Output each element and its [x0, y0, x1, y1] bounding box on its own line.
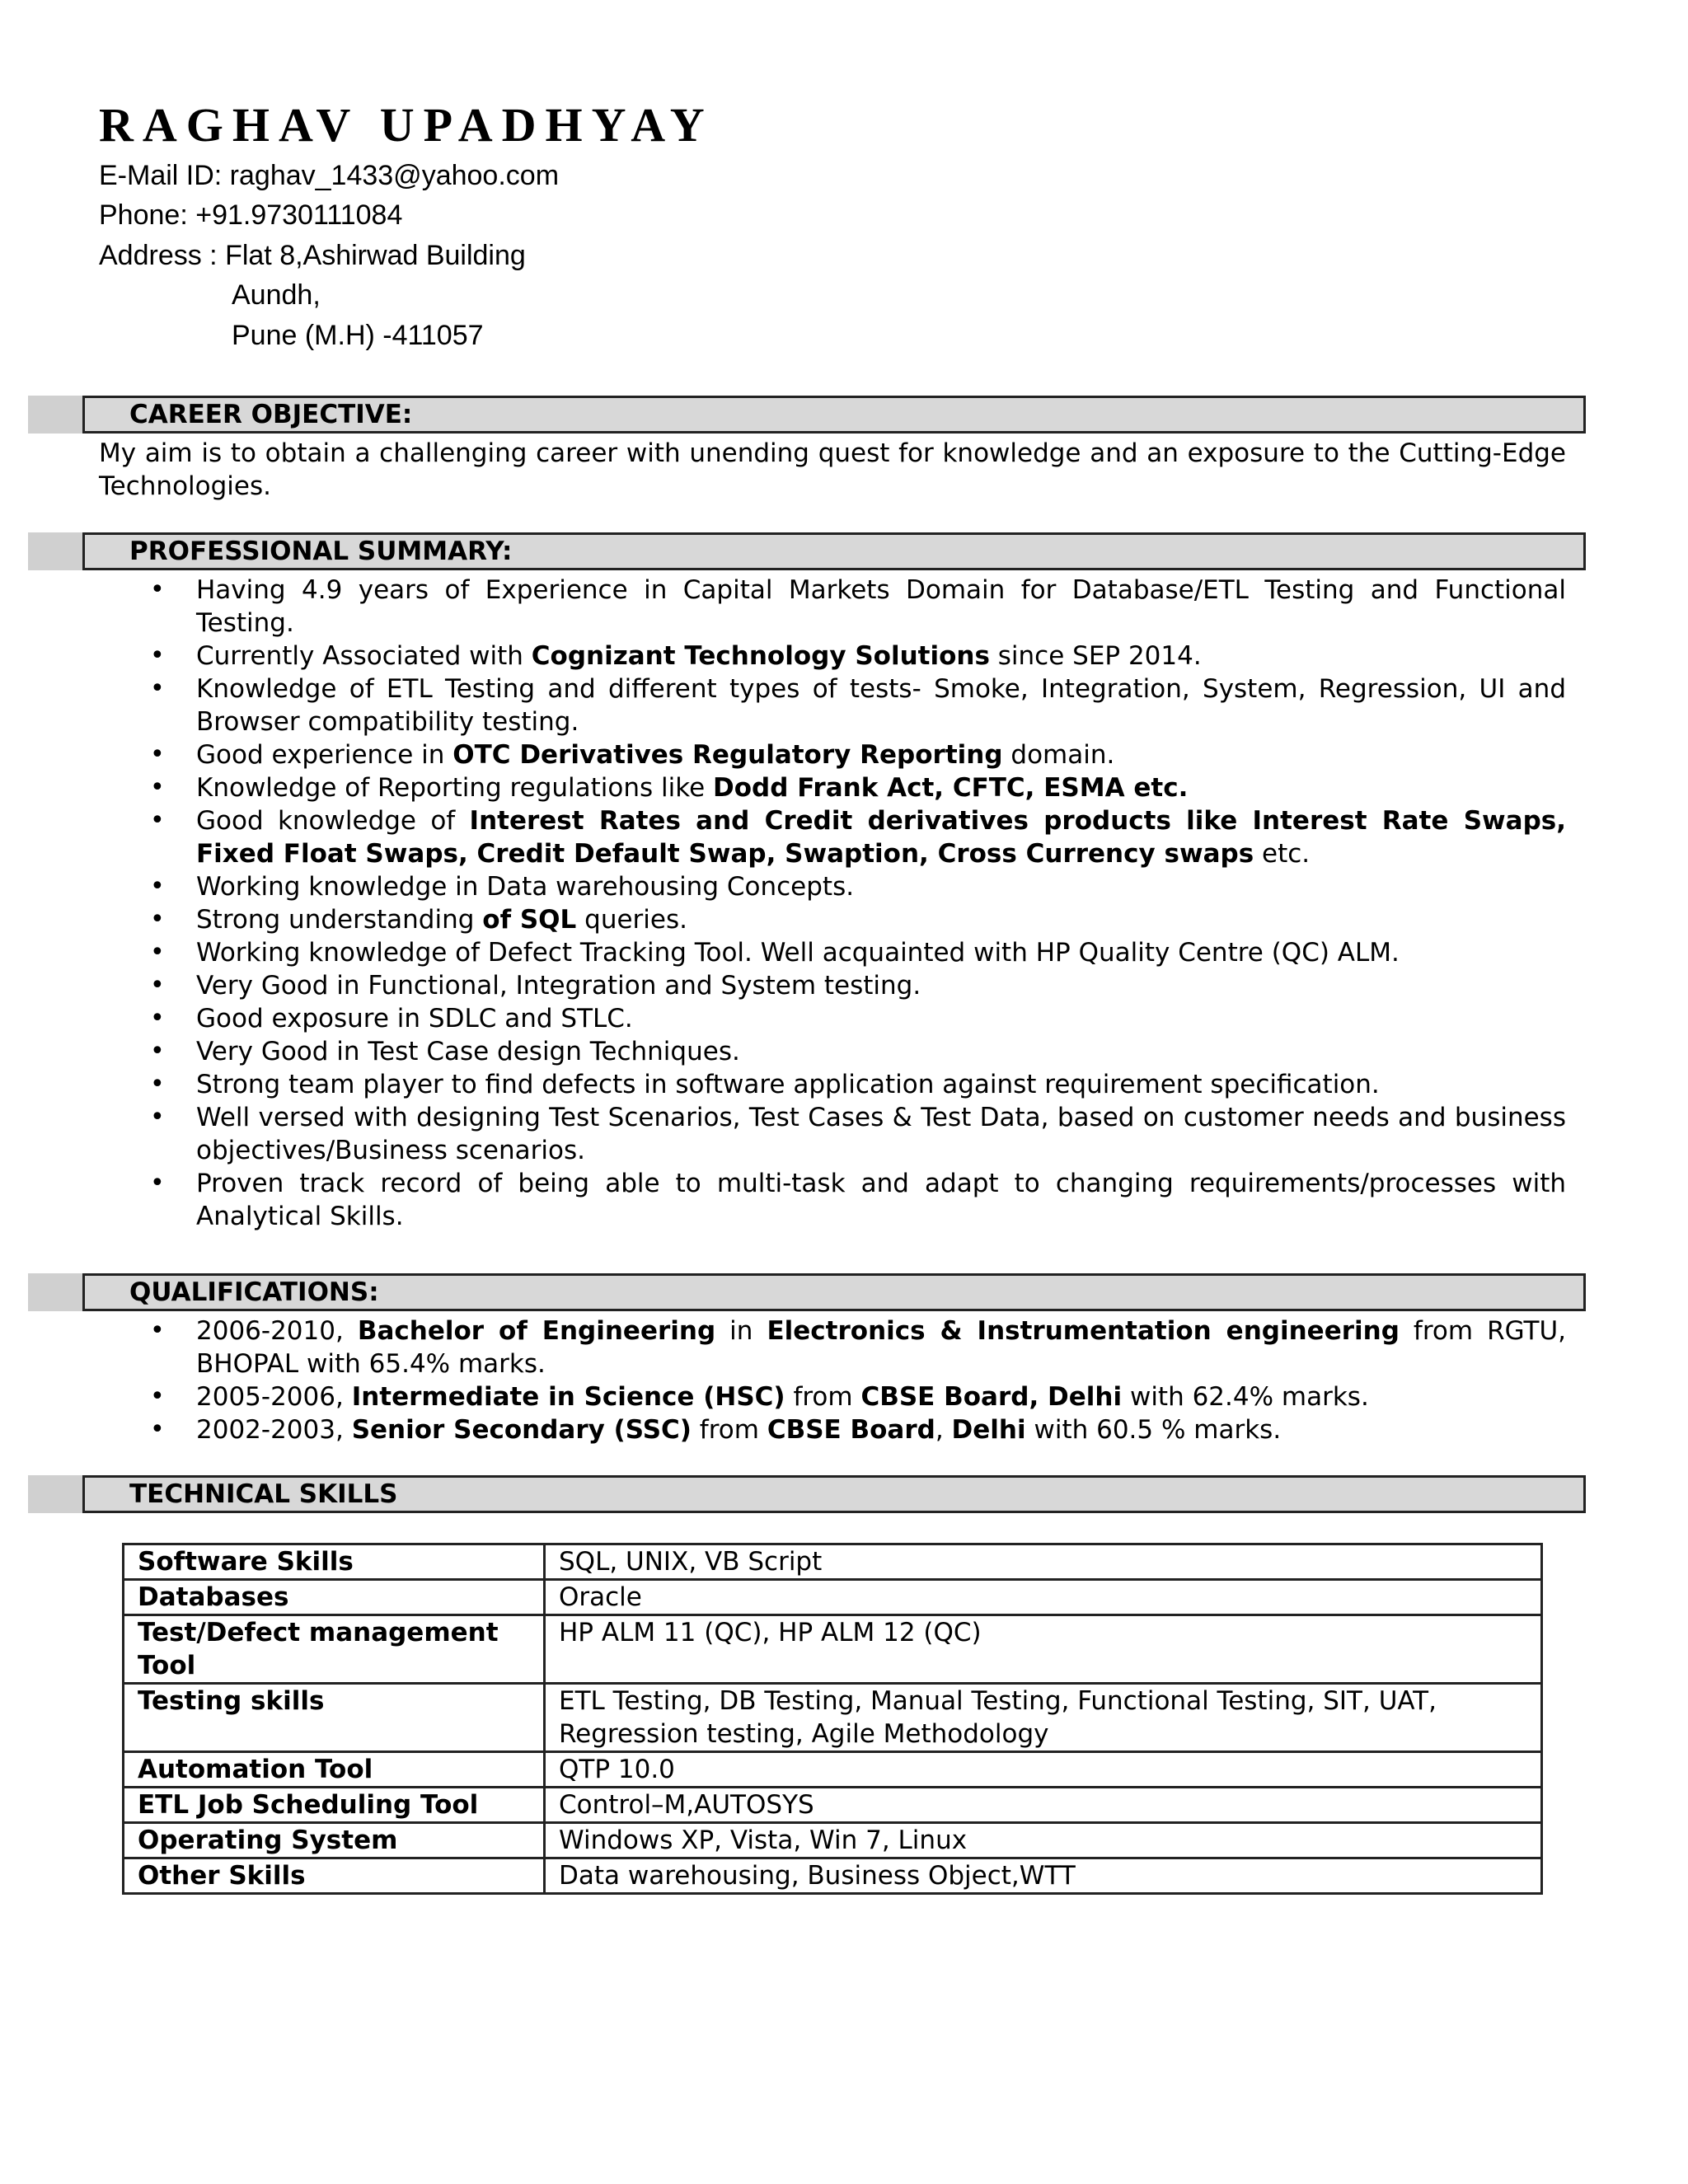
skill-category: Automation Tool — [124, 1752, 545, 1788]
text: Knowledge of ETL Testing and different types of tests- Smoke, Integration, System, Regression, UI and Browser compatibility testing. — [196, 674, 1566, 737]
text: from — [691, 1415, 767, 1445]
text: Good knowledge of — [196, 806, 470, 836]
text: Currently Associated with — [196, 641, 532, 671]
list-item — [99, 1101, 1566, 1167]
bold-text: Interest Rates and Credit derivatives products like Interest Rate Swaps, Fixed Float Swaps, Credit Default Swap, Swaption, Cross Currency swaps — [196, 806, 1566, 869]
list-item — [99, 1068, 1566, 1101]
text: domain. — [1002, 740, 1115, 770]
list-item — [99, 1167, 1566, 1233]
text: 2002-2003, — [196, 1415, 352, 1445]
list-item — [99, 738, 1566, 771]
table-row — [124, 1752, 1542, 1788]
bullet-icon: • — [150, 1070, 165, 1099]
skill-category: Operating System — [124, 1823, 545, 1858]
list-item — [99, 936, 1566, 969]
table-row — [124, 1858, 1542, 1894]
text: Very Good in Functional, Integration and System testing. — [196, 971, 921, 1001]
candidate-name: RAGHAV UPADHYAY — [99, 98, 714, 152]
skill-category: Testing skills — [124, 1684, 545, 1752]
table-row — [124, 1615, 1542, 1684]
text: from — [785, 1382, 861, 1412]
qualifications-list — [99, 1315, 1566, 1446]
text: Having 4.9 years of Experience in Capital Markets Domain for Database/ETL Testing and Functional Testing. — [196, 575, 1566, 638]
skill-value: HP ALM 11 (QC), HP ALM 12 (QC) — [545, 1615, 1542, 1684]
text: 2005-2006, — [196, 1382, 352, 1412]
list-item — [99, 640, 1566, 673]
text: with 62.4% marks. — [1122, 1382, 1369, 1412]
bullet-icon: • — [150, 1103, 165, 1132]
skill-category: Test/Defect management Tool — [124, 1615, 545, 1684]
skill-value: SQL, UNIX, VB Script — [545, 1544, 1542, 1580]
bullet-icon: • — [150, 740, 165, 769]
address-line-3: Pune (M.H) -411057 — [232, 320, 484, 351]
text: Good experience in — [196, 740, 453, 770]
technical-skills-table — [122, 1543, 1543, 1895]
qualifications-header — [28, 1273, 1586, 1311]
list-item — [99, 969, 1566, 1002]
text: Proven track record of being able to multi-task and adapt to changing requirements/processes with Analytical Skills. — [196, 1169, 1566, 1231]
text: in — [715, 1316, 767, 1346]
section-heading: QUALIFICATIONS: — [82, 1273, 1586, 1311]
list-item — [99, 804, 1566, 870]
text: queries. — [576, 905, 687, 935]
table-row — [124, 1580, 1542, 1615]
bullet-icon: • — [150, 872, 165, 901]
bullet-icon: • — [150, 1415, 165, 1444]
text: Good exposure in SDLC and STLC. — [196, 1004, 633, 1033]
bullet-icon: • — [150, 575, 165, 604]
list-item — [99, 870, 1566, 903]
table-row — [124, 1788, 1542, 1823]
text: since SEP 2014. — [989, 641, 1202, 671]
bold-text: Senior Secondary (SSC) — [351, 1415, 692, 1445]
bullet-icon: • — [150, 1316, 165, 1345]
section-heading: CAREER OBJECTIVE: — [82, 396, 1586, 434]
text: 2006-2010, — [196, 1316, 358, 1346]
list-item — [99, 771, 1566, 804]
section-tab-decoration — [28, 1475, 82, 1513]
skill-value: ETL Testing, DB Testing, Manual Testing, Functional Testing, SIT, UAT, Regression testing, Agile Methodology — [545, 1684, 1542, 1752]
bold-text: Dodd Frank Act, CFTC, ESMA etc. — [713, 773, 1189, 803]
bullet-icon: • — [150, 938, 165, 967]
text: with 60.5 % marks. — [1025, 1415, 1282, 1445]
bullet-icon: • — [150, 1382, 165, 1411]
bold-text: CBSE Board — [767, 1415, 935, 1445]
section-tab-decoration — [28, 1273, 82, 1311]
skill-value: Oracle — [545, 1580, 1542, 1615]
career-objective-header — [28, 396, 1586, 434]
text: , — [935, 1415, 952, 1445]
professional-summary-list — [99, 574, 1566, 1233]
bold-text: Intermediate in Science (HSC) — [351, 1382, 785, 1412]
bullet-icon: • — [150, 905, 165, 934]
skill-category: Other Skills — [124, 1858, 545, 1894]
bold-text: Cognizant Technology Solutions — [531, 641, 990, 671]
text: Well versed with designing Test Scenarios, Test Cases & Test Data, based on customer needs and business objectives/Business scenarios. — [196, 1103, 1566, 1165]
text: Strong team player to find defects in software application against requirement specification. — [196, 1070, 1380, 1099]
address-line-2: Aundh, — [232, 279, 321, 311]
skill-value: Data warehousing, Business Object,WTT — [545, 1858, 1542, 1894]
bullet-icon: • — [150, 1169, 165, 1197]
text: Knowledge of Reporting regulations like — [196, 773, 714, 803]
list-item — [99, 903, 1566, 936]
skill-category: Databases — [124, 1580, 545, 1615]
list-item — [99, 1380, 1566, 1413]
table-row — [124, 1684, 1542, 1752]
bullet-icon: • — [150, 641, 165, 670]
bold-text: CBSE Board, Delhi — [860, 1382, 1123, 1412]
list-item — [99, 673, 1566, 738]
list-item — [99, 1315, 1566, 1380]
text: Very Good in Test Case design Techniques. — [196, 1037, 740, 1066]
technical-skills-header — [28, 1475, 1586, 1513]
bullet-icon: • — [150, 1004, 165, 1033]
section-tab-decoration — [28, 396, 82, 434]
list-item — [99, 1002, 1566, 1035]
address-line: Address : Flat 8,Ashirwad Building — [99, 240, 526, 271]
skill-value: QTP 10.0 — [545, 1752, 1542, 1788]
text: Strong understanding — [196, 905, 483, 935]
email-line: E-Mail ID: raghav_1433@yahoo.com — [99, 160, 560, 191]
list-item — [99, 1035, 1566, 1068]
skill-value: Control–M,AUTOSYS — [545, 1788, 1542, 1823]
bold-text: Bachelor of Engineering — [357, 1316, 716, 1346]
bold-text: Electronics & Instrumentation engineering — [767, 1316, 1400, 1346]
bullet-icon: • — [150, 773, 165, 802]
bullet-icon: • — [150, 971, 165, 1000]
table-row — [124, 1823, 1542, 1858]
professional-summary-header — [28, 532, 1586, 570]
bullet-icon: • — [150, 806, 165, 835]
list-item — [99, 574, 1566, 640]
skill-value: Windows XP, Vista, Win 7, Linux — [545, 1823, 1542, 1858]
section-heading: TECHNICAL SKILLS — [82, 1475, 1586, 1513]
section-tab-decoration — [28, 532, 82, 570]
text: Working knowledge of Defect Tracking Tool. Well acquainted with HP Quality Centre (QC) ALM. — [196, 938, 1400, 968]
bullet-icon: • — [150, 674, 165, 703]
skill-category: ETL Job Scheduling Tool — [124, 1788, 545, 1823]
table-row — [124, 1544, 1542, 1580]
skill-category: Software Skills — [124, 1544, 545, 1580]
section-heading: PROFESSIONAL SUMMARY: — [82, 532, 1586, 570]
list-item — [99, 1413, 1566, 1446]
text: etc. — [1254, 839, 1311, 869]
career-objective-text: My aim is to obtain a challenging career with unending quest for knowledge and an exposure to the Cutting-Edge Technologies. — [99, 438, 1566, 501]
text: from RGTU, BHOPAL with 65.4% marks. — [196, 1316, 1567, 1379]
bold-text: OTC Derivatives Regulatory Reporting — [452, 740, 1003, 770]
bold-text: Delhi — [951, 1415, 1026, 1445]
phone-line: Phone: +91.9730111084 — [99, 199, 403, 231]
bullet-icon: • — [150, 1037, 165, 1066]
text: Working knowledge in Data warehousing Concepts. — [196, 872, 855, 902]
bold-text: of SQL — [482, 905, 577, 935]
